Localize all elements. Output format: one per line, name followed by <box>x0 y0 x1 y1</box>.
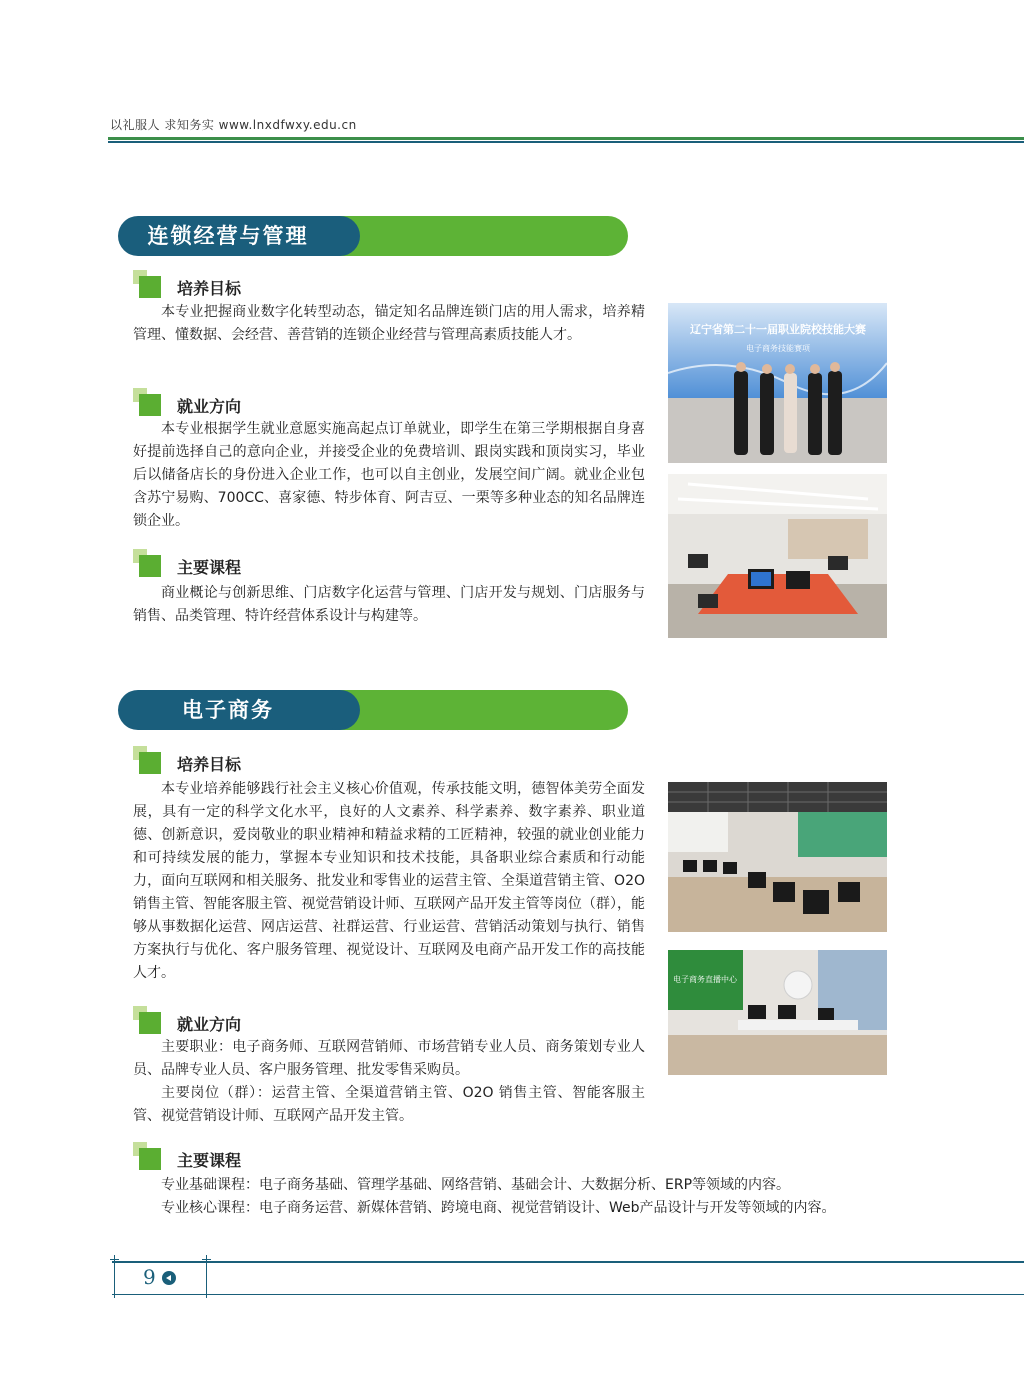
courses-paragraph: 商业概论与创新思维、门店数字化运营与管理、门店开发与规划、门店服务与销售、品类管理、特许经营体系设计与构建等。 <box>133 585 645 624</box>
svg-text:电子商务直播中心: 电子商务直播中心 <box>673 975 737 984</box>
page-number: 9 <box>143 1265 156 1289</box>
goal-paragraph: 本专业培养能够践行社会主义核心价值观，传承技能文明，德智体美劳全面发展，具有一定的科学文化水平，良好的人文素养、科学素养、数字素养、职业道德、创新意识，爱岗敬业的职业精神和精益求精的工匠精神，较强的就业创业能力和可持续发展的能力，掌握本专业知识和技术技能，具备职业综合素质和行动能力，面向互联网和相关服务、批发业和零售业的运营主管、全渠道营销主管、O2O 销售主管、智能客服主管、视觉营销设计师、互联网产品开发主管等岗位（群），能够从事数据化运营、网店运营、社群运营、行业运营、营销活动策划与执行、销售方案执行与优化、客户服务管理、视觉设计、互联网及电商产品开发工作的高技能人才。 <box>133 781 645 981</box>
courses-core: 专业核心课程：电子商务运营、新媒体营销、跨境电商、视觉营销设计、Web产品设计与开发等领域的内容。 <box>161 1200 836 1216</box>
section-title: 电子商务 <box>182 698 274 722</box>
footer-rule-bottom <box>112 1294 1024 1295</box>
arrow-left-icon <box>162 1271 176 1285</box>
ecommerce-lab-photo <box>668 782 887 932</box>
training-room-photo <box>668 474 887 638</box>
goal-paragraph: 本专业把握商业数字化转型动态，锚定知名品牌连锁门店的用人需求，培养精管理、懂数据、会经营、善营销的连锁企业经营与管理高素质技能人才。 <box>133 304 645 343</box>
section-banner-ecommerce <box>118 690 628 730</box>
livestream-center-photo <box>668 950 887 1075</box>
svg-text:电子商务技能赛项: 电子商务技能赛项 <box>746 344 810 353</box>
career-paragraph-positions: 主要岗位（群）：运营主管、全渠道营销主管、O2O 销售主管、智能客服主管、视觉营销设计师、互联网产品开发主管。 <box>133 1085 645 1124</box>
svg-text:辽宁省第二十一届职业院校技能大赛: 辽宁省第二十一届职业院校技能大赛 <box>690 323 866 336</box>
section-banner-chain-management <box>118 216 628 256</box>
crosshair-mark-icon <box>202 1255 211 1264</box>
competition-group-photo <box>668 303 887 463</box>
courses-basic: 专业基础课程：电子商务基础、管理学基础、网络营销、基础会计、大数据分析、ERP等领域的内容。 <box>161 1177 791 1193</box>
header-divider <box>108 137 1024 140</box>
header-slogan: 以礼服人 求知务实 www.lnxdfwxy.edu.cn <box>110 118 357 132</box>
section-title: 连锁经营与管理 <box>147 224 309 248</box>
header-divider-blue <box>108 141 1024 143</box>
career-paragraph-occupations: 主要职业：电子商务师、互联网营销师、市场营销专业人员、商务策划专业人员、品牌专业人员、客户服务管理、批发零售采购员。 <box>133 1039 645 1078</box>
footer-rule <box>112 1261 1024 1263</box>
career-paragraph: 本专业根据学生就业意愿实施高起点订单就业，即学生在第三学期根据自身喜好提前选择自己的意向企业，并接受企业的免费培训、跟岗实践和顶岗实习，毕业后以储备店长的身份进入企业工作，也可以自主创业，发展空间广阔。就业企业包含苏宁易购、700CC、喜家德、特步体育、阿吉豆、一栗等多种业态的知名品牌连锁企业。 <box>133 421 645 529</box>
crosshair-mark-icon <box>110 1255 119 1264</box>
